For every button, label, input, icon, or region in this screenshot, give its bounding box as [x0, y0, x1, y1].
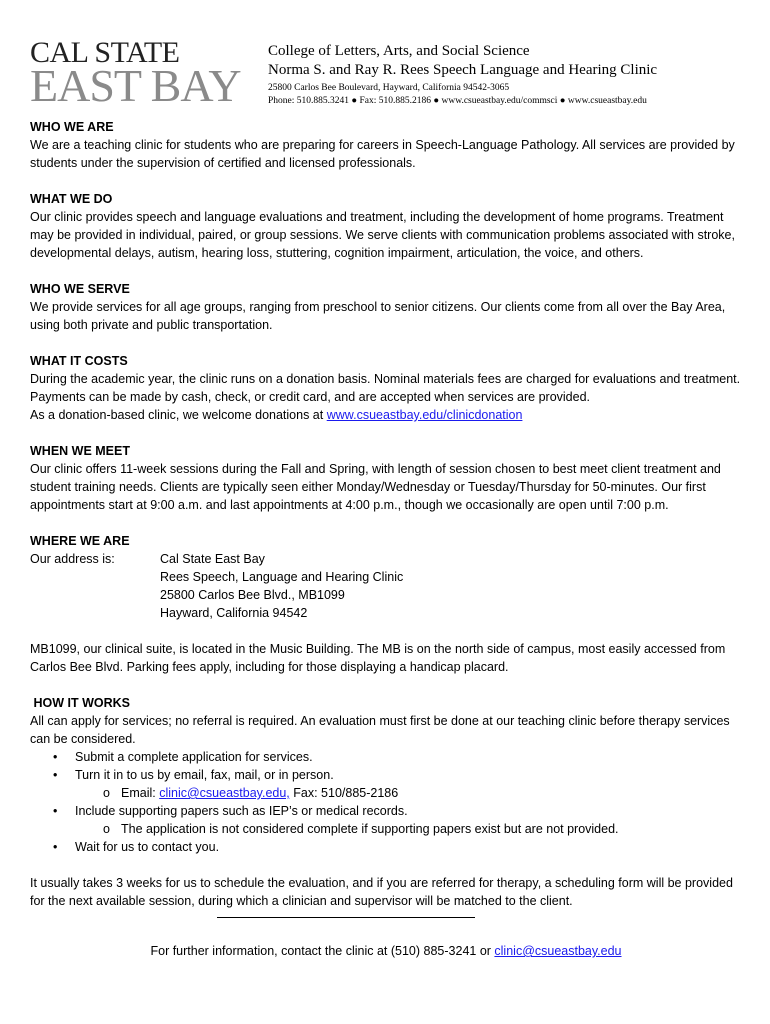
section-what-we-do — [30, 190, 742, 262]
university-logo — [30, 36, 241, 111]
closing-text: It usually takes 3 weeks for us to schedule the evaluation, and if you are referred for therapy, a scheduling form will be provided for the next available session, during which a clinician and supervisor will be matched to the client. — [30, 876, 733, 908]
list-item-text: Include supporting papers such as IEP’s or medical records. — [75, 804, 408, 818]
section-title: WHO WE SERVE — [30, 282, 130, 296]
list-item — [75, 802, 742, 838]
section-text: Our clinic provides speech and language evaluations and treatment, including the development of home programs. Treatment may be provided in individual, paired, or group sessions. We serve clients with communication problems associated with stroke, developmental delays, autism, hearing loss, stuttering, cognition impairment, articulation, the voice, and others. — [30, 210, 735, 260]
letterhead — [268, 42, 657, 108]
email-prefix: Email: — [121, 786, 160, 800]
location-note: MB1099, our clinical suite, is located in the Music Building. The MB is on the north side of campus, most easily accessed from Carlos Bee Blvd. Parking fees apply, including for those displaying a handicap placard. — [30, 642, 726, 674]
fax-text: Fax: 510/885-2186 — [289, 786, 399, 800]
clinic-address: 25800 Carlos Bee Boulevard, Hayward, California 94542-3065 — [268, 83, 510, 93]
address-line: Hayward, California 94542 — [160, 606, 308, 620]
address-lines — [160, 550, 403, 622]
steps-list — [30, 748, 742, 856]
section-text: We provide services for all age groups, ranging from preschool to senior citizens. Our clients come from all over the Bay Area, using both private and public transportation. — [30, 300, 726, 332]
footer-text: For further information, contact the clinic at (510) 885-3241 or — [150, 944, 495, 958]
list-item: • Submit a complete application for services. — [75, 748, 742, 766]
sub-list — [75, 784, 742, 802]
footer-email-link[interactable]: clinic@csueastbay.edu — [494, 944, 622, 958]
donation-line — [30, 406, 742, 424]
section-who-we-are — [30, 118, 742, 172]
list-item — [75, 766, 742, 802]
section-when-we-meet — [30, 442, 742, 514]
section-text: During the academic year, the clinic runs on a donation basis. Nominal materials fees are charged for evaluations and treatment. Payments can be made by cash, check, or credit card, and are accepted when services are provided. — [30, 372, 741, 404]
sub-list-item: o The application is not considered complete if supporting papers exist but are not provided. — [121, 820, 742, 838]
sub-list — [75, 820, 742, 838]
section-what-it-costs — [30, 352, 742, 424]
section-text: All can apply for services; no referral is required. An evaluation must first be done at our teaching clinic before therapy services can be considered. — [30, 714, 730, 746]
list-item-text: Turn it in to us by email, fax, mail, or in person. — [75, 768, 334, 782]
list-item: • Wait for us to contact you. — [75, 838, 742, 856]
section-title: WHAT WE DO — [30, 192, 113, 206]
section-title: HOW IT WORKS — [30, 696, 130, 710]
clinic-name: Norma S. and Ray R. Rees Speech Language and Hearing Clinic — [268, 62, 658, 78]
section-how-it-works — [30, 694, 742, 910]
document-body — [30, 118, 742, 960]
section-title: WHAT IT COSTS — [30, 354, 128, 368]
section-who-we-serve — [30, 280, 742, 334]
section-title: WHO WE ARE — [30, 120, 114, 134]
clinic-contact: Phone: 510.885.3241 ● Fax: 510.885.2186 ● www.csueastbay.edu/commsci ● www.csueastbay.edu — [268, 96, 647, 106]
divider — [217, 917, 475, 918]
address-block — [30, 550, 742, 622]
address-label: Our address is: — [30, 552, 115, 566]
section-title: WHEN WE MEET — [30, 444, 130, 458]
donation-link[interactable]: www.csueastbay.edu/clinicdonation — [326, 408, 523, 422]
sub-list-item — [121, 784, 742, 802]
donation-prefix: As a donation-based clinic, we welcome donations at — [30, 408, 327, 422]
footer — [30, 942, 742, 960]
email-link[interactable]: clinic@csueastbay.edu, — [159, 786, 290, 800]
section-where-we-are — [30, 532, 742, 676]
college-name: College of Letters, Arts, and Social Science — [268, 43, 530, 59]
address-line: Rees Speech, Language and Hearing Clinic — [160, 570, 404, 584]
address-line: Cal State East Bay — [160, 552, 265, 566]
section-text: We are a teaching clinic for students who are preparing for careers in Speech-Language Pathology. All services are provided by students under the supervision of certified and licensed professionals. — [30, 138, 735, 170]
section-text: Our clinic offers 11-week sessions during the Fall and Spring, with length of session chosen to best meet client treatment and student training needs. Clients are typically seen either Monday/Wednesday or Tuesday/Thursday for 50-minutes. Our first appointments start at 9:00 a.m. and last appointments at 4:00 p.m., though we occasionally are open until 7:00 p.m. — [30, 462, 721, 512]
logo-line-2: EAST BAY — [30, 60, 241, 111]
address-line: 25800 Carlos Bee Blvd., MB1099 — [160, 588, 345, 602]
section-title: WHERE WE ARE — [30, 534, 130, 548]
logo-line-1: CAL STATE — [30, 36, 180, 69]
